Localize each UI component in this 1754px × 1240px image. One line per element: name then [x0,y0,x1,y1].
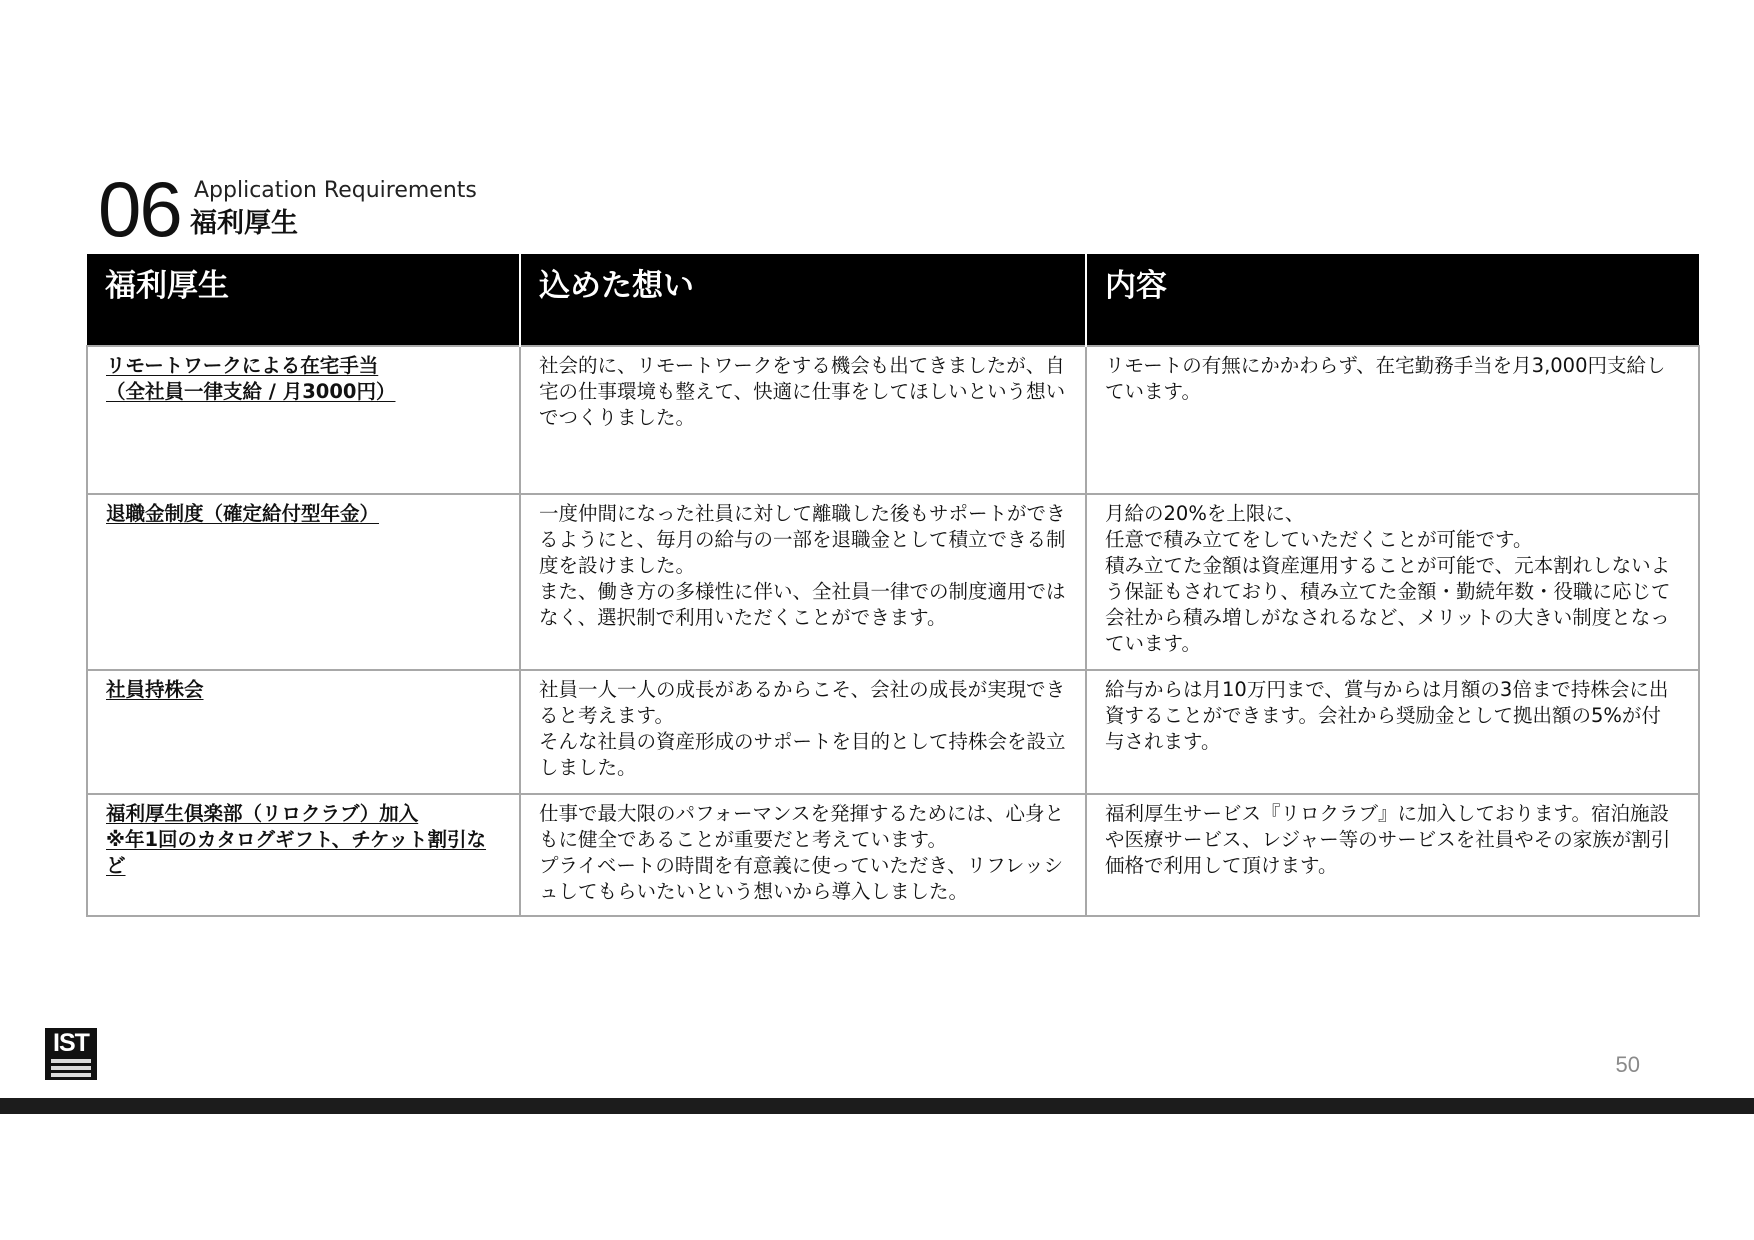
benefit-name: 退職金制度（確定給付型年金） [87,494,520,670]
table-header-row [87,254,1699,346]
logo-line [51,1066,91,1070]
benefit-content: リモートの有無にかかわらず、在宅勤務手当を月3,000円支給しています。 [1086,346,1699,494]
benefit-content: 月給の20%を上限に、 任意で積み立てをしていただくことが可能です。 積み立てた金額は資産運用することが可能で、元本割れしないよう保証もされており、積み立てた金額・勤続年数・役職に応じて会社から積み増しがなされるなど、メリットの大きい制度となっています。 [1086,494,1699,670]
benefit-content: 福利厚生サービス『リロクラブ』に加入しております。宿泊施設や医療サービス、レジャー等のサービスを社員やその家族が割引価格で利用して頂けます。 [1086,794,1699,916]
column-header-thought: 込めた想い [520,254,1086,346]
column-header-content: 内容 [1086,254,1699,346]
table-row [87,670,1699,794]
benefit-thought: 仕事で最大限のパフォーマンスを発揮するためには、心身ともに健全であることが重要だと考えています。 プライベートの時間を有意義に使っていただき、リフレッシュしてもらいたいという想いから導入しました。 [520,794,1086,916]
section-title: 福利厚生 [190,208,298,239]
logo-text: IST [53,1029,89,1057]
section-subtitle: Application Requirements [194,178,477,203]
column-header-benefit: 福利厚生 [87,254,520,346]
table-row [87,346,1699,494]
logo-line [51,1059,91,1063]
benefit-content: 給与からは月10万円まで、賞与からは月額の3倍まで持株会に出資することができます。会社から奨励金として拠出額の5%が付与されます。 [1086,670,1699,794]
benefit-name: 社員持株会 [87,670,520,794]
logo-line [51,1073,91,1077]
table-row [87,794,1699,916]
benefit-name: 福利厚生倶楽部（リロクラブ）加入 ※年1回のカタログギフト、チケット割引など [87,794,520,916]
section-number: 06 [98,165,181,253]
footer-bar [0,1098,1754,1114]
company-logo [45,1028,97,1080]
benefit-thought: 一度仲間になった社員に対して離職した後もサポートができるようにと、毎月の給与の一部を退職金として積立できる制度を設けました。 また、働き方の多様性に伴い、全社員一律での制度適用ではなく、選択制で利用いただくことができます。 [520,494,1086,670]
benefit-name: リモートワークによる在宅手当 （全社員一律支給 / 月3000円） [87,346,520,494]
page-number: 50 [1615,1052,1640,1077]
benefit-thought: 社会的に、リモートワークをする機会も出てきましたが、自宅の仕事環境も整えて、快適に仕事をしてほしいという想いでつくりました。 [520,346,1086,494]
benefit-thought: 社員一人一人の成長があるからこそ、会社の成長が実現できると考えます。 そんな社員の資産形成のサポートを目的として持株会を設立しました。 [520,670,1086,794]
table-row [87,494,1699,670]
welfare-table [86,254,1700,917]
